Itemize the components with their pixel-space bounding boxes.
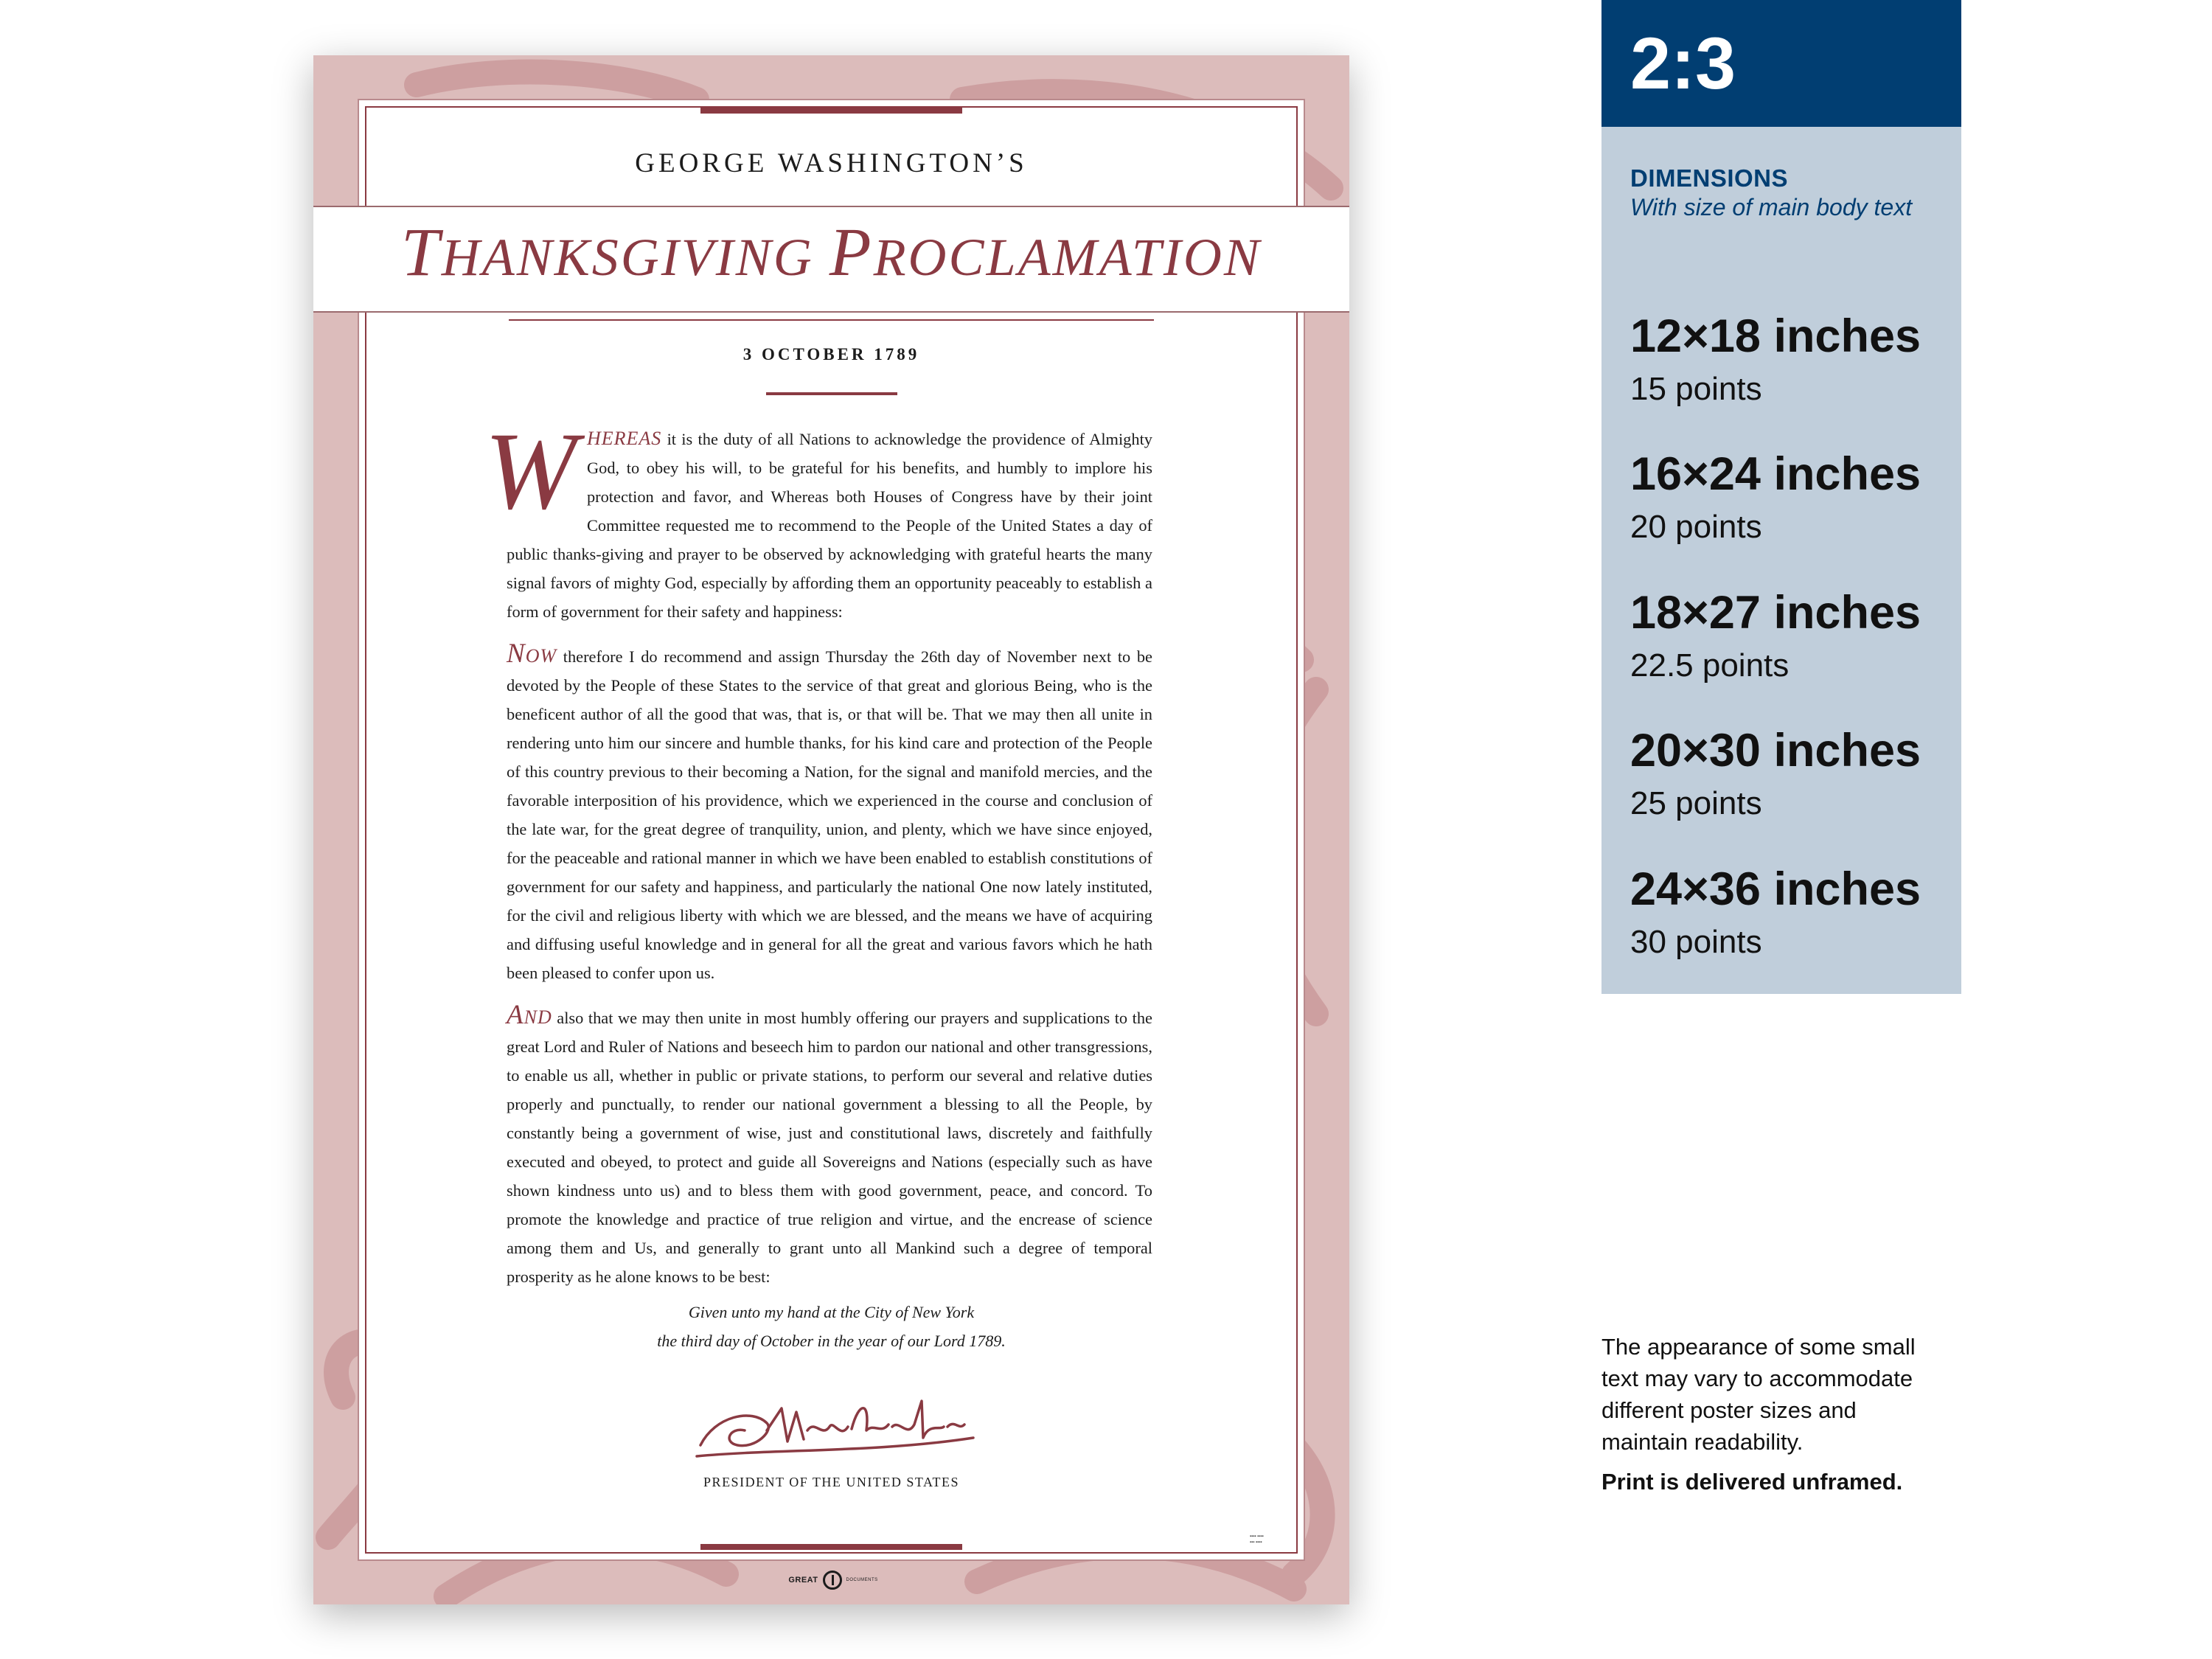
size-points-2: 20 points xyxy=(1630,509,1762,545)
logo-word-great: GREAT xyxy=(788,1576,818,1585)
drop-cap: W xyxy=(484,410,577,532)
paragraph-lead-initial: N xyxy=(507,639,526,669)
size-points-3: 22.5 points xyxy=(1630,647,1790,684)
ratio-header xyxy=(1601,0,1961,127)
title-word-1: HANKSGIVING xyxy=(441,228,830,287)
paragraph-lead-initial: A xyxy=(507,1000,524,1030)
paragraph-text: also that we may then unite in most humbly offering our prayers and supplications to the great Lord and Ruler of Nations and beseech him to pardon our national and other transgressions, to enable us all, whether in public or private stations, to perform our several and relative duties properly and punctually, to render our national government a blessing to all the People, by constantly being a government of wise, just and constitutional laws, discretely and faithfully executed and obeyed, to protect and guide all Sovereigns and Nations (especially such as have shown kindness unto us) and to bless them with good government, peace, and concord. To promote the knowledge and practice of true religion and virtue, and the encrease of science among them and Us, and generally to grant unto all Mankind such a degree of temporal prosperity as he alone knows to be best: xyxy=(507,1009,1152,1286)
washington-signature xyxy=(686,1386,981,1475)
banner-underline xyxy=(509,319,1154,321)
given-statement xyxy=(313,1298,1349,1355)
aspect-ratio: 2:3 xyxy=(1630,22,1736,104)
date-ornament-rule xyxy=(766,392,897,395)
title-word-2: ROCLAMATION xyxy=(873,228,1262,287)
poster-subtitle: GEORGE WASHINGTON’S xyxy=(635,148,1028,178)
proclamation-body xyxy=(484,410,1152,1304)
size-points-1: 15 points xyxy=(1630,371,1762,407)
paragraph-and xyxy=(507,1001,1152,1291)
size-option-4: 20×30 inches xyxy=(1630,725,1921,776)
size-option-2: 16×24 inches xyxy=(1630,448,1921,500)
dimensions-subheading: With size of main body text xyxy=(1630,194,1913,220)
paragraph-lead: HEREAS xyxy=(586,428,662,449)
paragraph-now xyxy=(507,639,1152,987)
size-option-3: 18×27 inches xyxy=(1630,587,1921,639)
poster xyxy=(313,55,1349,1604)
poster-title xyxy=(313,213,1349,292)
unframed-note: Print is delivered unframed. xyxy=(1601,1469,1903,1495)
size-option-1: 12×18 inches xyxy=(1630,310,1921,362)
logo-word-documents: DOCUMENTS xyxy=(846,1578,878,1582)
paragraph-whereas xyxy=(484,410,1152,626)
size-points-4: 25 points xyxy=(1630,785,1762,821)
size-option-5: 24×36 inches xyxy=(1630,863,1921,915)
top-ornament-bar xyxy=(700,108,962,114)
dimensions-panel xyxy=(1601,0,1961,994)
fine-print-credit: ▪▪▪▪ ▪▪▪▪ ▪▪▪ ▪▪▪▪ xyxy=(1250,1534,1264,1545)
given-line-2: the third day of October in the year of our Lord 1789. xyxy=(657,1332,1006,1350)
signer-title: PRESIDENT OF THE UNITED STATES xyxy=(703,1475,959,1489)
title-initial-2: P xyxy=(829,215,874,291)
readability-note: The appearance of some small text may vary to accommodate different poster sizes and maintain readability. xyxy=(1601,1334,1916,1455)
dimensions-heading: DIMENSIONS xyxy=(1630,164,1789,192)
proclamation-date: 3 OCTOBER 1789 xyxy=(742,345,920,364)
bottom-ornament-bar xyxy=(700,1544,962,1550)
paragraph-lead: OW xyxy=(525,645,557,667)
size-points-5: 30 points xyxy=(1630,924,1762,960)
paragraph-text: therefore I do recommend and assign Thursday the 26th day of November next to be devoted by the People of these States to the service of that great and glorious Being, who is the beneficent author of all the good that was, that is, or that will be. That we may then all unite in rendering unto him our sincere and humble thanks, for his kind care and protection of the People of this country previous to their becoming a Nation, for the signal and manifold mercies, and the favorable interposition of his providence, which we experienced in the course and conclusion of the late war, for the great degree of tranquility, union, and plenty, which we have since enjoyed, for the peaceable and rational manner in which we have been enabled to establish constitutions of government for our safety and happiness, and particularly the national One now lately instituted, for the civil and religious liberty with which we are blessed, and the means we have of acquiring and diffusing useful knowledge and in general for all the great and various favors which he hath been pleased to confer upon us. xyxy=(507,647,1152,982)
paragraph-lead: ND xyxy=(524,1006,552,1028)
great-documents-logo xyxy=(782,1568,885,1592)
title-initial-1: T xyxy=(401,215,442,291)
logo-mark-icon xyxy=(823,1571,842,1590)
paragraph-text: it is the duty of all Nations to acknowledge the providence of Almighty God, to obey his will, to be grateful for his benefits, and humbly to implore his protection and favor, and Whereas both Houses of Congress have by their joint Committee requested me to recommend to the People of the United States a day of public thanks-giving and prayer to be observed by acknowledging with grateful hearts the many signal favors of mighty God, especially by affording them an opportunity peaceably to establish a form of government for their safety and happiness: xyxy=(507,430,1152,621)
given-line-1: Given unto my hand at the City of New York xyxy=(688,1303,975,1321)
